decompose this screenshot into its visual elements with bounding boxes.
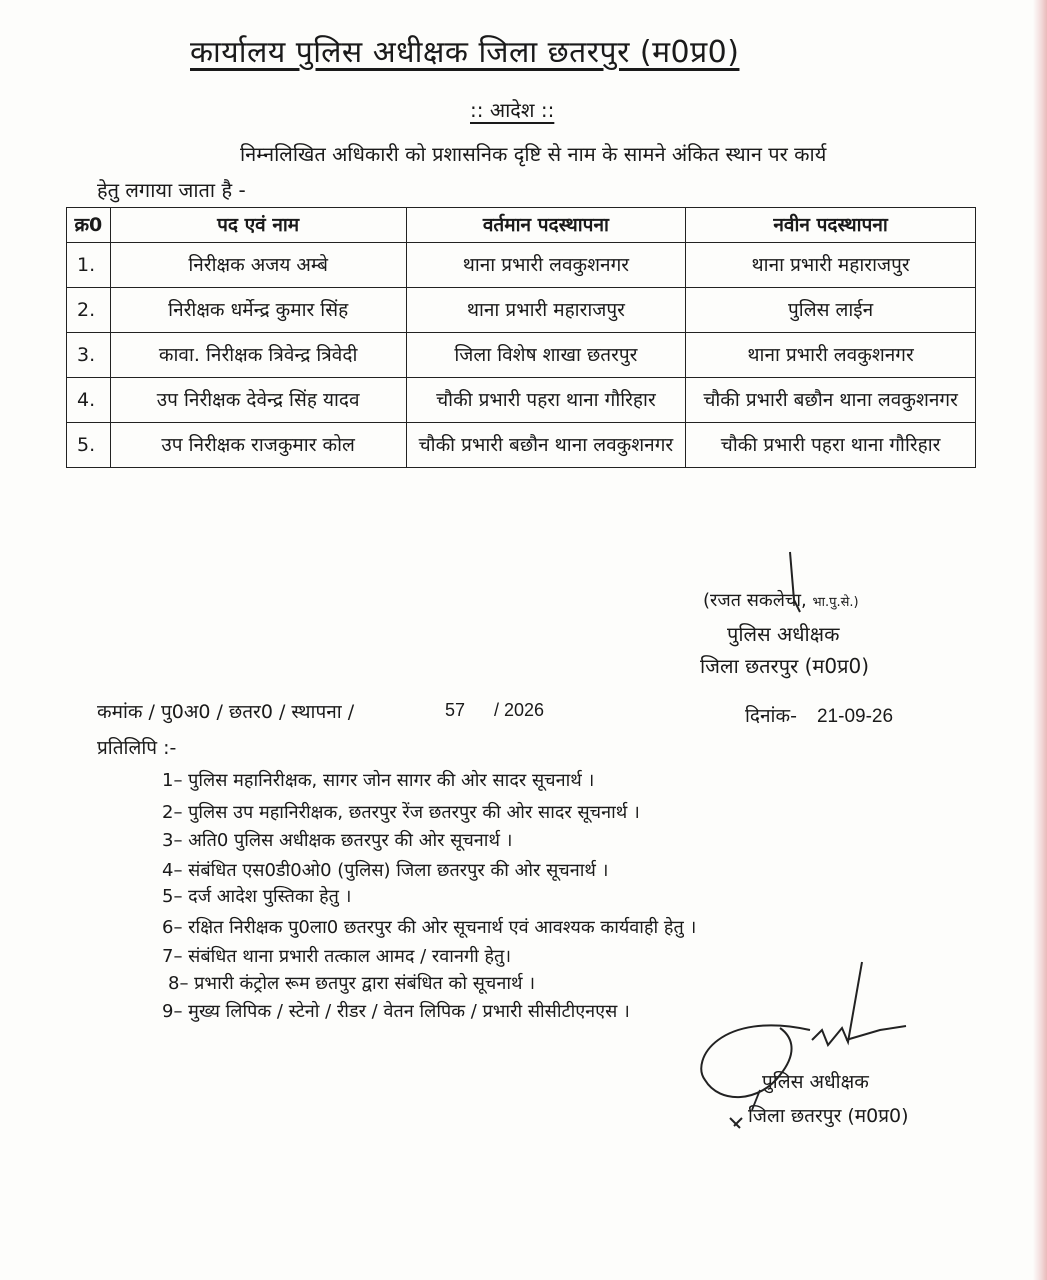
row-current-posting: चौकी प्रभारी बछौन थाना लवकुशनगर — [406, 423, 686, 468]
copy-item: 1– पुलिस महानिरीक्षक, सागर जोन सागर की ओर सादर सूचनार्थ । — [162, 770, 595, 791]
row-name: कावा. निरीक्षक त्रिवेन्द्र त्रिवेदी — [110, 333, 406, 378]
reference-prefix: कमांक / पु0अ0 / छतर0 / स्थापना / — [97, 701, 355, 723]
footer-district: जिला छतरपुर (म0प्र0) — [748, 1105, 909, 1127]
row-name: निरीक्षक धर्मेन्द्र कुमार सिंह — [110, 288, 406, 333]
row-serial: 5. — [67, 423, 111, 468]
header-current-posting: वर्तमान पदस्थापना — [406, 208, 686, 243]
order-heading: :: आदेश :: — [470, 98, 555, 122]
row-current-posting: थाना प्रभारी लवकुशनगर — [406, 243, 686, 288]
copy-item: 6– रक्षित निरीक्षक पु0ला0 छतरपुर की ओर सूचनार्थ एवं आवश्यक कार्यवाही हेतु । — [162, 917, 697, 938]
row-new-posting: पुलिस लाईन — [686, 288, 976, 333]
row-serial: 3. — [67, 333, 111, 378]
row-serial: 1. — [67, 243, 111, 288]
reference-year: / 2026 — [494, 700, 545, 720]
office-title: कार्यालय पुलिस अधीक्षक जिला छतरपुर (म0प्र0) — [190, 35, 740, 70]
signatory-district: जिला छतरपुर (म0प्र0) — [700, 654, 870, 678]
header-name: पद एवं नाम — [110, 208, 406, 243]
copy-item: 4– संबंधित एस0डी0ओ0 (पुलिस) जिला छतरपुर की ओर सूचनार्थ । — [162, 860, 609, 881]
row-new-posting: चौकी प्रभारी पहरा थाना गौरिहार — [686, 423, 976, 468]
copy-item: 8– प्रभारी कंट्रोल रूम छतपुर द्वारा संबंधित को सूचनार्थ । — [168, 973, 536, 994]
copy-item: 3– अति0 पुलिस अधीक्षक छतरपुर की ओर सूचनार्थ । — [162, 830, 513, 851]
intro-line-2: हेतु लगाया जाता है - — [97, 178, 246, 202]
signatory-name-text: (रजत सकलेचा, — [703, 590, 807, 611]
copy-to-label: प्रतिलिपि :- — [97, 737, 177, 759]
copy-item: 5– दर्ज आदेश पुस्तिका हेतु । — [162, 886, 352, 907]
row-serial: 2. — [67, 288, 111, 333]
signatory-service: भा.पु.से.) — [812, 595, 859, 610]
copy-item: 2– पुलिस उप महानिरीक्षक, छतरपुर रेंज छतरपुर की ओर सादर सूचनार्थ । — [162, 802, 640, 823]
row-name: उप निरीक्षक राजकुमार कोल — [110, 423, 406, 468]
row-new-posting: चौकी प्रभारी बछौन थाना लवकुशनगर — [686, 378, 976, 423]
reference-number: 57 — [445, 700, 466, 720]
date-label: दिनांक- — [745, 705, 797, 727]
header-serial: क्र0 — [67, 208, 111, 243]
row-current-posting: जिला विशेष शाखा छतरपुर — [406, 333, 686, 378]
copy-item: 7– संबंधित थाना प्रभारी तत्काल आमद / रवानगी हेतु। — [162, 946, 512, 967]
row-name: उप निरीक्षक देवेन्द्र सिंह यादव — [110, 378, 406, 423]
footer-designation: पुलिस अधीक्षक — [762, 1071, 869, 1093]
copy-item: 9– मुख्य लिपिक / स्टेनो / रीडर / वेतन लिपिक / प्रभारी सीसीटीएनएस । — [162, 1001, 630, 1022]
row-serial: 4. — [67, 378, 111, 423]
row-new-posting: थाना प्रभारी महाराजपुर — [686, 243, 976, 288]
header-new-posting: नवीन पदस्थापना — [686, 208, 976, 243]
row-name: निरीक्षक अजय अम्बे — [110, 243, 406, 288]
row-new-posting: थाना प्रभारी लवकुशनगर — [686, 333, 976, 378]
row-current-posting: चौकी प्रभारी पहरा थाना गौरिहार — [406, 378, 686, 423]
row-current-posting: थाना प्रभारी महाराजपुर — [406, 288, 686, 333]
date-value: 21-09-26 — [816, 706, 894, 727]
intro-line-1: निम्नलिखित अधिकारी को प्रशासनिक दृष्टि से नाम के सामने अंकित स्थान पर कार्य — [240, 142, 827, 166]
signatory-designation: पुलिस अधीक्षक — [727, 622, 840, 646]
